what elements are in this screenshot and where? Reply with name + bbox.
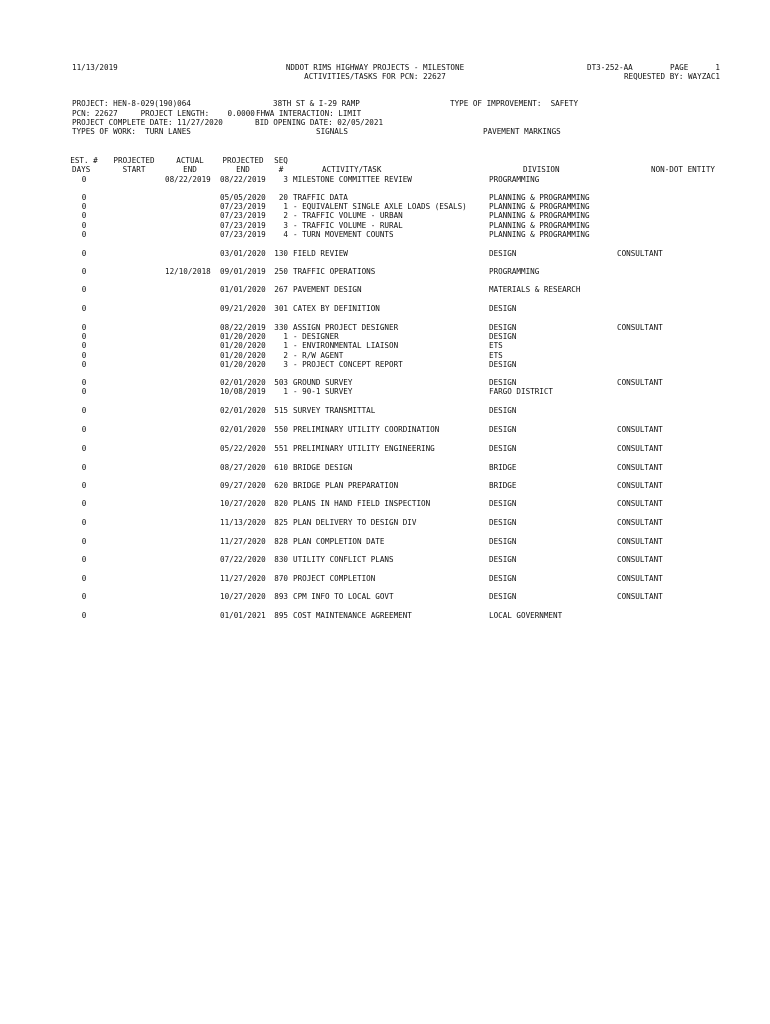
cell-division: DESIGN [489, 425, 517, 434]
cell-entity: CONSULTANT [617, 555, 663, 564]
cell-activity: BRIDGE PLAN PREPARATION [293, 481, 399, 490]
cell-days: 0 [81, 592, 87, 601]
cell-seq: 1 [283, 341, 288, 351]
cell-entity: CONSULTANT [617, 378, 663, 387]
cell-division: DESIGN [489, 304, 517, 313]
cell-seq: 20 [278, 193, 288, 202]
table-row [0, 341, 770, 351]
cell-activity: - PROJECT CONCEPT REPORT [293, 359, 403, 369]
cell-activity: CPM INFO TO LOCAL GOVT [293, 592, 394, 601]
cell-days: 0 [81, 304, 87, 313]
project-id: PROJECT: HEN-8-029(190)064 [72, 99, 191, 108]
cell-projected-end: 01/20/2020 [220, 341, 266, 351]
table-row [0, 193, 770, 203]
table-row [0, 378, 770, 388]
cell-seq: 893 [274, 592, 288, 601]
cell-seq: 830 [274, 555, 288, 564]
cell-entity: CONSULTANT [617, 574, 663, 583]
cell-seq: 895 [274, 611, 288, 620]
cell-days: 0 [81, 574, 87, 583]
cell-seq: 330 [274, 323, 288, 332]
table-row [0, 463, 770, 473]
cell-seq: 503 [274, 378, 288, 387]
cell-division: DESIGN [489, 406, 517, 415]
cell-seq: 1 [283, 387, 288, 397]
cell-days: 0 [81, 387, 87, 397]
cell-projected-end: 11/13/2020 [220, 518, 266, 527]
table-row [0, 304, 770, 314]
table-row [0, 444, 770, 454]
table-row [0, 592, 770, 602]
cell-activity: CATEX BY DEFINITION [293, 304, 380, 313]
table-row [0, 211, 770, 221]
cell-days: 0 [81, 425, 87, 434]
cell-days: 0 [81, 249, 87, 258]
cell-days: 0 [81, 359, 87, 369]
cell-seq: 3 [283, 359, 288, 369]
cell-division: DESIGN [489, 249, 517, 258]
cell-entity: CONSULTANT [617, 444, 663, 453]
cell-projected-end: 10/27/2020 [220, 592, 266, 601]
cell-entity: CONSULTANT [617, 323, 663, 332]
cell-division: BRIDGE [489, 463, 517, 472]
table-row [0, 406, 770, 416]
work-type-signals: SIGNALS [316, 127, 349, 136]
cell-entity: CONSULTANT [617, 499, 663, 508]
cell-division: PLANNING & PROGRAMMING [489, 211, 590, 221]
col-projected-end-top: PROJECTED [222, 156, 264, 165]
table-row [0, 230, 770, 240]
cell-division: DESIGN [489, 359, 517, 369]
cell-activity: - TRAFFIC VOLUME - RURAL [293, 220, 403, 230]
cell-projected-end: 02/01/2020 [220, 406, 266, 415]
cell-projected-end: 05/22/2020 [220, 444, 266, 453]
cell-seq: 2 [283, 350, 288, 360]
cell-days: 0 [81, 463, 87, 472]
work-type-pavement-markings: PAVEMENT MARKINGS [483, 127, 561, 136]
types-of-work: TYPES OF WORK: TURN LANES [72, 127, 191, 136]
cell-days: 0 [81, 444, 87, 453]
cell-seq: 130 [274, 249, 288, 258]
report-title: NDDOT RIMS HIGHWAY PROJECTS - MILESTONE [285, 63, 465, 72]
cell-division: BRIDGE [489, 481, 517, 490]
col-activity-task: ACTIVITY/TASK [322, 165, 382, 174]
cell-days: 0 [81, 350, 87, 360]
cell-division: DESIGN [489, 555, 517, 564]
cell-seq: 1 [283, 332, 288, 342]
cell-activity: - R/W AGENT [293, 350, 344, 360]
col-projected-start-bottom: START [122, 165, 146, 174]
cell-projected-end: 09/21/2020 [220, 304, 266, 313]
col-projected-start-top: PROJECTED [113, 156, 155, 165]
cell-division: DESIGN [489, 574, 517, 583]
col-seq-bottom: # [278, 165, 284, 174]
cell-activity: PRELIMINARY UTILITY COORDINATION [293, 425, 440, 434]
cell-activity: TRAFFIC DATA [293, 193, 348, 202]
cell-seq: 828 [274, 537, 288, 546]
cell-seq: 3 [283, 220, 288, 230]
cell-projected-end: 05/05/2020 [220, 193, 266, 202]
cell-division: DESIGN [489, 332, 517, 342]
requested-by: REQUESTED BY: WAYZAC1 [623, 72, 720, 81]
cell-days: 0 [81, 193, 87, 202]
cell-projected-end: 09/27/2020 [220, 481, 266, 490]
cell-activity: - ENVIRONMENTAL LIAISON [293, 341, 399, 351]
cell-days: 0 [81, 323, 87, 332]
col-non-dot-entity: NON-DOT ENTITY [651, 165, 716, 174]
cell-division: PROGRAMMING [489, 267, 540, 276]
cell-division: LOCAL GOVERNMENT [489, 611, 563, 620]
cell-activity: SURVEY TRANSMITTAL [293, 406, 376, 415]
cell-seq: 551 [274, 444, 288, 453]
cell-projected-end: 02/01/2020 [220, 425, 266, 434]
cell-division: MATERIALS & RESEARCH [489, 285, 581, 294]
cell-projected-end: 07/22/2020 [220, 555, 266, 564]
cell-activity: PLAN DELIVERY TO DESIGN DIV [293, 518, 417, 527]
cell-projected-end: 02/01/2020 [220, 378, 266, 387]
cell-projected-end: 09/01/2019 [220, 267, 266, 276]
cell-entity: CONSULTANT [617, 518, 663, 527]
cell-activity: PLAN COMPLETION DATE [293, 537, 385, 546]
cell-projected-end: 11/27/2020 [220, 574, 266, 583]
cell-activity: FIELD REVIEW [293, 249, 348, 258]
table-row [0, 323, 770, 333]
cell-seq: 2 [283, 211, 288, 221]
cell-projected-end: 01/20/2020 [220, 350, 266, 360]
cell-projected-end: 01/01/2021 [220, 611, 266, 620]
cell-activity: - TURN MOVEMENT COUNTS [293, 229, 394, 239]
cell-division: ETS [489, 341, 503, 351]
cell-days: 0 [81, 267, 87, 276]
cell-division: DESIGN [489, 499, 517, 508]
cell-seq: 3 [283, 175, 288, 184]
cell-projected-end: 08/22/2019 [220, 175, 266, 184]
table-row [0, 555, 770, 565]
bid-opening-date: BID OPENING DATE: 02/05/2021 [255, 118, 384, 127]
cell-days: 0 [81, 406, 87, 415]
cell-activity: ASSIGN PROJECT DESIGNER [293, 323, 399, 332]
table-row [0, 267, 770, 277]
cell-days: 0 [81, 211, 87, 221]
cell-seq: 825 [274, 518, 288, 527]
table-row [0, 574, 770, 584]
cell-seq: 250 [274, 267, 288, 276]
table-row [0, 351, 770, 361]
cell-projected-end: 11/27/2020 [220, 537, 266, 546]
cell-division: PLANNING & PROGRAMMING [489, 193, 590, 202]
cell-seq: 1 [283, 202, 288, 212]
table-row [0, 202, 770, 212]
fhwa-interaction: FHWA INTERACTION: LIMIT [256, 109, 362, 118]
cell-actual-end: 08/22/2019 [165, 175, 211, 184]
cell-seq: 267 [274, 285, 288, 294]
col-actual-end-bottom: END [183, 165, 197, 174]
project-location: 38TH ST & I-29 RAMP [273, 99, 360, 108]
page-number: 1 [715, 63, 720, 72]
cell-division: DESIGN [489, 537, 517, 546]
cell-activity: PROJECT COMPLETION [293, 574, 376, 583]
cell-days: 0 [81, 285, 87, 294]
cell-seq: 610 [274, 463, 288, 472]
table-row [0, 518, 770, 528]
cell-entity: CONSULTANT [617, 481, 663, 490]
cell-projected-end: 10/08/2019 [220, 387, 266, 397]
table-row [0, 221, 770, 231]
cell-division: PLANNING & PROGRAMMING [489, 229, 590, 239]
cell-division: ETS [489, 350, 503, 360]
cell-activity: PLANS IN HAND FIELD INSPECTION [293, 499, 431, 508]
cell-activity: - TRAFFIC VOLUME - URBAN [293, 211, 403, 221]
table-row [0, 499, 770, 509]
cell-activity: - 90-1 SURVEY [293, 387, 353, 397]
cell-days: 0 [81, 341, 87, 351]
cell-days: 0 [81, 481, 87, 490]
cell-division: DESIGN [489, 444, 517, 453]
cell-projected-end: 01/20/2020 [220, 332, 266, 342]
cell-days: 0 [81, 518, 87, 527]
cell-actual-end: 12/10/2018 [165, 267, 211, 276]
pcn-length: PCN: 22627 PROJECT LENGTH: 0.0000 [72, 109, 255, 118]
cell-division: PLANNING & PROGRAMMING [489, 220, 590, 230]
cell-activity: - DESIGNER [293, 332, 339, 342]
cell-seq: 4 [283, 229, 288, 239]
cell-projected-end: 07/23/2019 [220, 202, 266, 212]
cell-activity: UTILITY CONFLICT PLANS [293, 555, 394, 564]
cell-projected-end: 08/22/2019 [220, 323, 266, 332]
cell-activity: BRIDGE DESIGN [293, 463, 353, 472]
table-row [0, 481, 770, 491]
cell-seq: 870 [274, 574, 288, 583]
table-row [0, 425, 770, 435]
table-row [0, 387, 770, 397]
col-est-days-bottom: DAYS [72, 165, 91, 174]
cell-division: PROGRAMMING [489, 175, 540, 184]
cell-division: DESIGN [489, 592, 517, 601]
cell-projected-end: 03/01/2020 [220, 249, 266, 258]
cell-division: FARGO DISTRICT [489, 387, 554, 397]
project-complete-date: PROJECT COMPLETE DATE: 11/27/2020 [72, 118, 223, 127]
page-label: PAGE [670, 63, 689, 72]
cell-activity: PRELIMINARY UTILITY ENGINEERING [293, 444, 435, 453]
table-row [0, 285, 770, 295]
cell-activity: - EQUIVALENT SINGLE AXLE LOADS (ESALS) [293, 202, 467, 212]
cell-seq: 515 [274, 406, 288, 415]
report-date: 11/13/2019 [72, 63, 118, 72]
cell-activity: MILESTONE COMMITTEE REVIEW [293, 175, 412, 184]
cell-days: 0 [81, 611, 87, 620]
cell-entity: CONSULTANT [617, 249, 663, 258]
cell-days: 0 [81, 332, 87, 342]
cell-seq: 620 [274, 481, 288, 490]
cell-projected-end: 07/23/2019 [220, 220, 266, 230]
cell-entity: CONSULTANT [617, 537, 663, 546]
cell-days: 0 [81, 220, 87, 230]
table-row [0, 537, 770, 547]
col-division: DIVISION [523, 165, 560, 174]
cell-days: 0 [81, 537, 87, 546]
cell-projected-end: 07/23/2019 [220, 211, 266, 221]
col-actual-end-top: ACTUAL [176, 156, 204, 165]
table-row [0, 611, 770, 621]
col-seq-top: SEQ [274, 156, 288, 165]
cell-division: DESIGN [489, 323, 517, 332]
cell-activity: GROUND SURVEY [293, 378, 353, 387]
col-est-days-top: EST. # [70, 156, 98, 165]
cell-projected-end: 08/27/2020 [220, 463, 266, 472]
cell-days: 0 [81, 202, 87, 212]
type-of-improvement: TYPE OF IMPROVEMENT: SAFETY [450, 99, 579, 108]
table-row [0, 332, 770, 342]
table-row [0, 249, 770, 259]
cell-activity: COST MAINTENANCE AGREEMENT [293, 611, 412, 620]
table-row [0, 360, 770, 370]
cell-days: 0 [81, 378, 87, 387]
report-subtitle: ACTIVITIES/TASKS FOR PCN: 22627 [304, 72, 446, 81]
cell-days: 0 [81, 175, 87, 184]
cell-division: DESIGN [489, 378, 517, 387]
table-row [0, 175, 770, 185]
cell-seq: 820 [274, 499, 288, 508]
report-id: DT3-252-AA [587, 63, 633, 72]
cell-seq: 550 [274, 425, 288, 434]
cell-projected-end: 01/01/2020 [220, 285, 266, 294]
cell-projected-end: 10/27/2020 [220, 499, 266, 508]
cell-entity: CONSULTANT [617, 592, 663, 601]
cell-division: DESIGN [489, 518, 517, 527]
col-projected-end-bottom: END [236, 165, 250, 174]
cell-entity: CONSULTANT [617, 425, 663, 434]
cell-days: 0 [81, 499, 87, 508]
cell-days: 0 [81, 555, 87, 564]
cell-seq: 301 [274, 304, 288, 313]
cell-days: 0 [81, 229, 87, 239]
cell-entity: CONSULTANT [617, 463, 663, 472]
cell-projected-end: 07/23/2019 [220, 229, 266, 239]
cell-projected-end: 01/20/2020 [220, 359, 266, 369]
cell-division: PLANNING & PROGRAMMING [489, 202, 590, 212]
cell-activity: TRAFFIC OPERATIONS [293, 267, 376, 276]
cell-activity: PAVEMENT DESIGN [293, 285, 362, 294]
